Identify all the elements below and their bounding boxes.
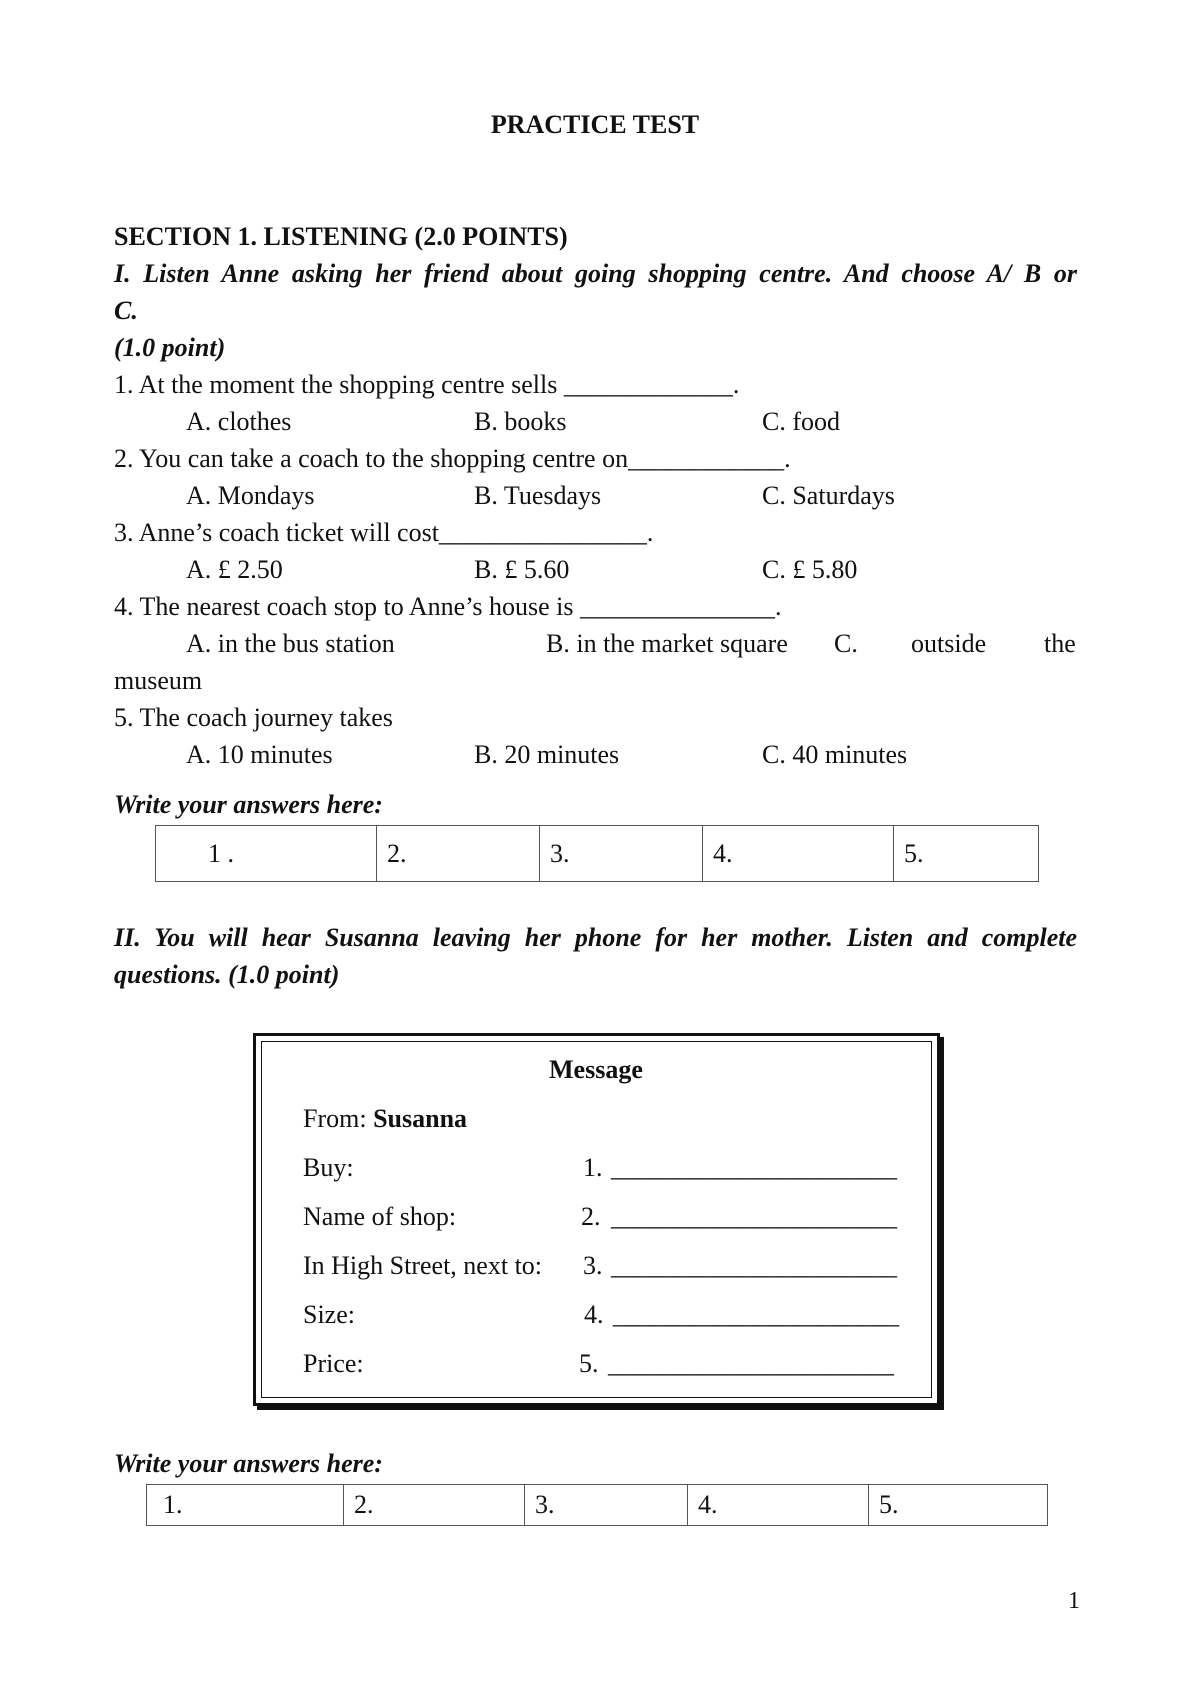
message-row-blank[interactable]: ______________________ bbox=[608, 1349, 894, 1378]
message-row-label: Buy: bbox=[303, 1153, 354, 1182]
question-4-option-c-word: outside bbox=[911, 629, 987, 658]
answer-cell-1[interactable]: 1. bbox=[147, 1485, 344, 1526]
question-4-option-b: B. in the market square bbox=[546, 629, 788, 658]
part1-instruction: I. Listen Anne asking her friend about going shopping centre. And choose A/ B or bbox=[114, 259, 1077, 288]
question-1-stem: 1. At the moment the shopping centre sells _____________. bbox=[114, 370, 740, 399]
question-3-stem: 3. Anne’s coach ticket will cost________________. bbox=[114, 518, 654, 547]
question-3-option-b: B. £ 5.60 bbox=[474, 555, 570, 584]
part1-instruction-cont: C. bbox=[114, 296, 138, 325]
message-row-label: Price: bbox=[303, 1349, 364, 1378]
answers-label: Write your answers here: bbox=[114, 790, 383, 819]
message-from-name: Susanna bbox=[373, 1104, 468, 1133]
section-heading: SECTION 1. LISTENING (2.0 POINTS) bbox=[114, 222, 568, 251]
message-row-num: 3. bbox=[583, 1251, 603, 1280]
question-1-option-c: C. food bbox=[762, 407, 840, 436]
question-4-option-c-word: the bbox=[1044, 629, 1076, 658]
question-4-option-c-cont: museum bbox=[114, 666, 203, 695]
message-row-num: 5. bbox=[579, 1349, 599, 1378]
message-row-num: 1. bbox=[583, 1153, 603, 1182]
message-row-label: Name of shop: bbox=[303, 1202, 457, 1231]
answer-table bbox=[146, 1484, 1048, 1526]
question-2-stem: 2. You can take a coach to the shopping centre on____________. bbox=[114, 444, 791, 473]
message-title: Message bbox=[549, 1055, 643, 1084]
question-5-option-c: C. 40 minutes bbox=[762, 740, 908, 769]
message-row-label: Size: bbox=[303, 1300, 355, 1329]
message-row-blank[interactable]: ______________________ bbox=[611, 1153, 897, 1182]
answer-cell-4[interactable]: 4. bbox=[703, 826, 894, 882]
answer-cell-5[interactable]: 5. bbox=[894, 826, 1039, 882]
answer-cell-5[interactable]: 5. bbox=[869, 1485, 1048, 1526]
message-row-blank[interactable]: ______________________ bbox=[611, 1251, 897, 1280]
page-number: 1 bbox=[1068, 1588, 1080, 1614]
question-5-option-a: A. 10 minutes bbox=[186, 740, 333, 769]
answer-cell-3[interactable]: 3. bbox=[540, 826, 703, 882]
question-3-option-c: C. £ 5.80 bbox=[762, 555, 858, 584]
answers-label: Write your answers here: bbox=[114, 1449, 383, 1478]
question-2-option-a: A. Mondays bbox=[186, 481, 315, 510]
question-3-option-a: A. £ 2.50 bbox=[186, 555, 283, 584]
answer-cell-2[interactable]: 2. bbox=[344, 1485, 525, 1526]
message-row-label: In High Street, next to: bbox=[303, 1251, 543, 1280]
question-2-option-b: B. Tuesdays bbox=[474, 481, 602, 510]
answer-cell-1[interactable]: 1 . bbox=[156, 826, 377, 882]
question-1-option-b: B. books bbox=[474, 407, 567, 436]
question-5-stem: 5. The coach journey takes bbox=[114, 703, 393, 732]
question-4-stem: 4. The nearest coach stop to Anne’s house is _______________. bbox=[114, 592, 782, 621]
message-row-blank[interactable]: ______________________ bbox=[613, 1300, 899, 1329]
part2-instruction: II. You will hear Susanna leaving her phone for her mother. Listen and complete bbox=[114, 923, 1077, 952]
message-row-blank[interactable]: ______________________ bbox=[611, 1202, 897, 1231]
message-row-num: 2. bbox=[581, 1202, 601, 1231]
message-from bbox=[303, 1102, 467, 1136]
message-row-num: 4. bbox=[584, 1300, 604, 1329]
page-title: PRACTICE TEST bbox=[490, 110, 700, 139]
answer-cell-3[interactable]: 3. bbox=[525, 1485, 688, 1526]
question-2-option-c: C. Saturdays bbox=[762, 481, 895, 510]
question-1-option-a: A. clothes bbox=[186, 407, 292, 436]
message-from-label: From: bbox=[303, 1104, 367, 1133]
part1-points: (1.0 point) bbox=[114, 333, 226, 362]
question-4-option-a: A. in the bus station bbox=[186, 629, 395, 658]
answer-table bbox=[155, 825, 1039, 882]
question-4-option-c-letter: C. bbox=[834, 629, 858, 658]
part2-instruction-cont: questions. (1.0 point) bbox=[114, 960, 340, 989]
question-5-option-b: B. 20 minutes bbox=[474, 740, 620, 769]
answer-cell-4[interactable]: 4. bbox=[688, 1485, 869, 1526]
answer-cell-2[interactable]: 2. bbox=[377, 826, 540, 882]
